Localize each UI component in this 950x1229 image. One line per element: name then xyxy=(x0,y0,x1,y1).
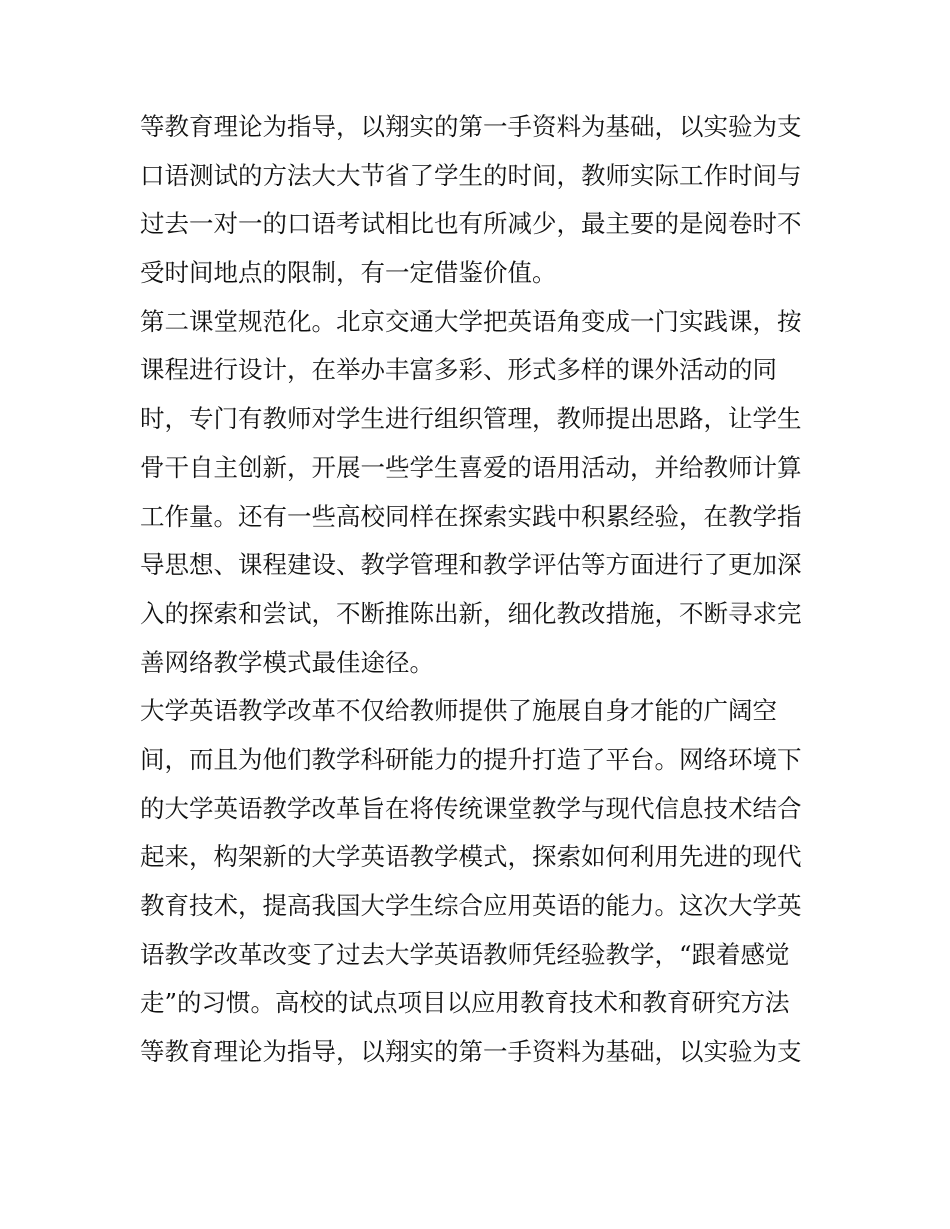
text-line: 受时间地点的限制，有一定借鉴价值。 xyxy=(140,258,557,288)
text-line: 骨干自主创新，开展一些学生喜爱的语用活动，并给教师计算 xyxy=(140,452,802,482)
text-line: 课程进行设计，在举办丰富多彩、形式多样的课外活动的同 xyxy=(140,355,777,385)
text-line: 时，专门有教师对学生进行组织管理，教师提出思路，让学生 xyxy=(140,404,802,434)
text-line: 间，而且为他们教学科研能力的提升打造了平台。网络环境下 xyxy=(140,744,802,774)
text-line: 工作量。还有一些高校同样在探索实践中积累经验，在教学指 xyxy=(140,501,802,531)
text-line: 入的探索和尝试，不断推陈出新，细化教改措施，不断寻求完 xyxy=(140,598,802,628)
text-line: 善网络教学模式最佳途径。 xyxy=(140,647,434,677)
text-line: 等教育理论为指导，以翔实的第一手资料为基础，以实验为支 xyxy=(140,1037,802,1067)
text-line: 教育技术，提高我国大学生综合应用英语的能力。这次大学英 xyxy=(140,891,802,920)
text-line: 第二课堂规范化。北京交通大学把英语角变成一门实践课，按 xyxy=(140,306,802,336)
text-line: 导思想、课程建设、教学管理和教学评估等方面进行了更加深 xyxy=(140,550,802,580)
text-line: 大学英语教学改革不仅给教师提供了施展自身才能的广阔空 xyxy=(140,696,777,726)
text-line: 语教学改革改变了过去大学英语教师凭经验教学，“跟着感觉 xyxy=(140,939,790,969)
text-line: 等教育理论为指导，以翔实的第一手资料为基础，以实验为支 xyxy=(140,112,802,141)
body-text xyxy=(140,103,820,1077)
text-line: 口语测试的方法大大节省了学生的时间，教师实际工作时间与 xyxy=(140,160,802,190)
text-line: 过去一对一的口语考试相比也有所减少，最主要的是阅卷时不 xyxy=(140,209,802,239)
text-line: 起来，构架新的大学英语教学模式，探索如何利用先进的现代 xyxy=(140,842,802,872)
text-line: 的大学英语教学改革旨在将传统课堂教学与现代信息技术结合 xyxy=(140,793,802,823)
text-line: 走”的习惯。高校的试点项目以应用教育技术和教育研究方法 xyxy=(140,988,790,1018)
